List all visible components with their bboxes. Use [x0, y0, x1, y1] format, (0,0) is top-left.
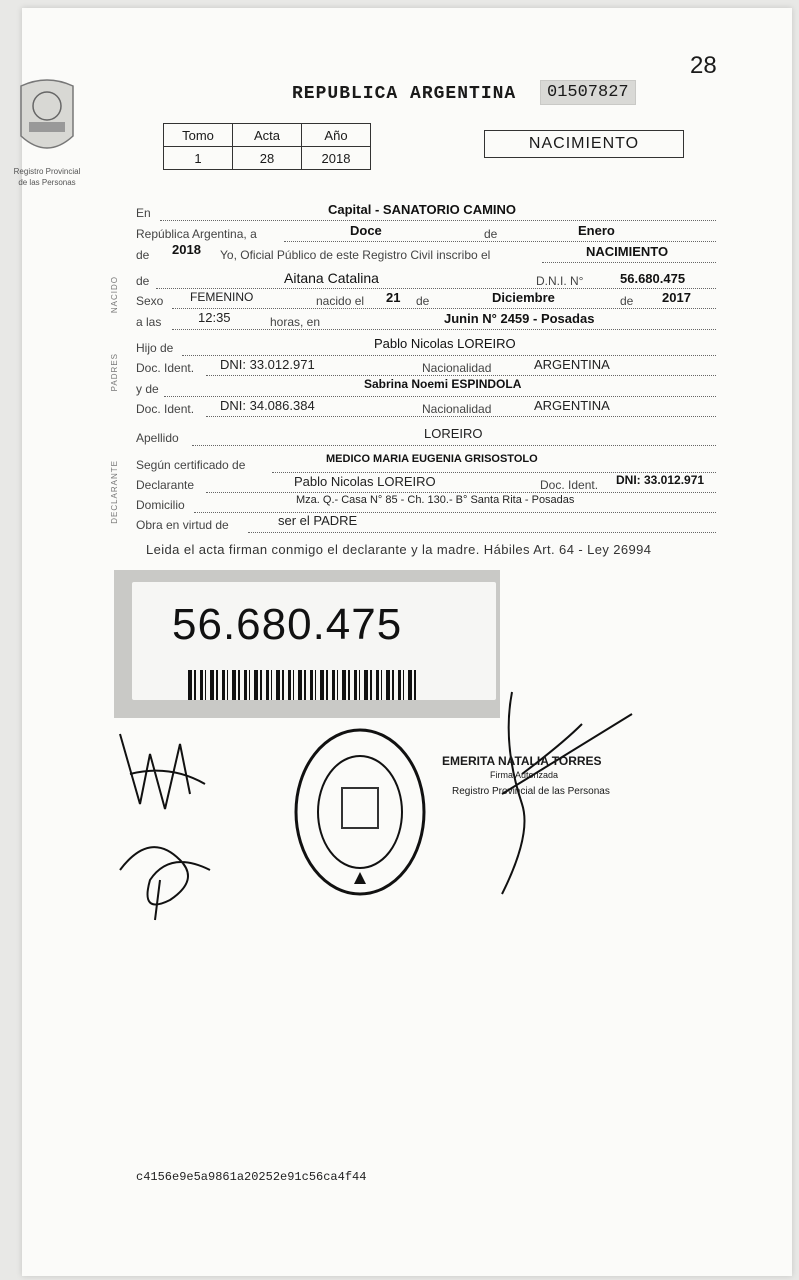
label-horas-en: horas, en — [270, 315, 321, 329]
value-domicilio-nac: Junin N° 2459 - Posadas — [444, 311, 595, 326]
side-label-padres: PADRES — [110, 353, 119, 392]
label-obra: Obra en virtud de — [136, 518, 229, 532]
value-nac-mes: Diciembre — [492, 290, 555, 305]
value-padre: Pablo Nicolas LOREIRO — [374, 336, 516, 351]
value-nac-anio: 2017 — [662, 290, 691, 305]
declarante-signature-icon — [110, 714, 220, 824]
dni-sticker-number: 56.680.475 — [172, 600, 403, 649]
madre-signature-icon — [110, 820, 220, 930]
value-domicilio: Mza. Q.- Casa N° 85 - Ch. 130.- B° Santa Rita - Posadas — [296, 494, 575, 506]
label-domicilio: Domicilio — [136, 498, 185, 512]
label-de-mes: de — [484, 227, 498, 241]
value-dni: 56.680.475 — [620, 271, 686, 286]
value-padre-doc: DNI: 33.012.971 — [220, 357, 315, 372]
label-de-nombre: de — [136, 274, 150, 288]
label-nacionalidad-madre: Nacionalidad — [422, 402, 492, 416]
value-mes: Enero — [578, 223, 615, 238]
acta-value: 28 — [233, 147, 302, 170]
page-number: 28 — [690, 52, 717, 79]
value-lugar: Capital - SANATORIO CAMINO — [328, 202, 517, 217]
value-madre-nac: ARGENTINA — [534, 398, 610, 413]
label-nacionalidad: Nacionalidad — [422, 361, 492, 375]
barcode — [188, 670, 418, 700]
value-anio: 2018 — [172, 242, 201, 257]
side-label-declarante: DECLARANTE — [110, 460, 119, 524]
serial-number: 01507827 — [540, 80, 636, 105]
value-nac-dia: 21 — [386, 290, 401, 305]
registry-emblem-icon — [15, 76, 79, 160]
document-hash: c4156e9e5a9861a20252e91c56ca4f44 — [136, 1170, 367, 1184]
value-madre: Sabrina Noemi ESPINDOLA — [364, 377, 522, 391]
label-de-anio: de — [136, 248, 150, 262]
signer-org: Registro Provincial de las Personas — [452, 786, 610, 797]
label-de1: de — [416, 294, 430, 308]
value-hora: 12:35 — [198, 310, 231, 325]
label-a-las: a las — [136, 315, 162, 329]
label-segun-certificado: Según certificado de — [136, 458, 246, 472]
label-y-de: y de — [136, 382, 159, 396]
label-nacido-el: nacido el — [316, 294, 365, 308]
label-hijo-de: Hijo de — [136, 341, 174, 355]
value-madre-doc: DNI: 34.086.384 — [220, 398, 315, 413]
value-obra: ser el PADRE — [278, 513, 358, 528]
value-padre-nac: ARGENTINA — [534, 357, 610, 372]
registry-logo — [4, 76, 90, 187]
acta-header: Acta — [233, 124, 302, 147]
anio-value: 2018 — [302, 147, 371, 170]
label-dni: D.N.I. N° — [536, 274, 584, 288]
tomo-value: 1 — [164, 147, 233, 170]
anio-header: Año — [302, 124, 371, 147]
label-declarante: Declarante — [136, 478, 195, 492]
value-certificado: MEDICO MARIA EUGENIA GRISOSTOLO — [326, 453, 538, 465]
label-de2: de — [620, 294, 634, 308]
tomo-header: Tomo — [164, 124, 233, 147]
label-en: En — [136, 206, 151, 220]
value-inscribe: NACIMIENTO — [586, 244, 669, 259]
label-doc-ident-madre: Doc. Ident. — [136, 402, 195, 416]
registry-stamp-icon — [292, 726, 428, 898]
value-apellido: LOREIRO — [424, 426, 483, 441]
signer-name: EMERITA NATALIA TORRES — [442, 754, 602, 768]
country-title: REPUBLICA ARGENTINA — [292, 84, 517, 104]
value-dia-letras: Doce — [350, 223, 382, 238]
value-sexo: FEMENINO — [190, 290, 254, 304]
label-oficial: Yo, Oficial Público de este Registro Civil inscribo el — [220, 248, 491, 262]
signer-role: Firma Autorizada — [490, 770, 559, 780]
value-declarante: Pablo Nicolas LOREIRO — [294, 474, 436, 489]
label-doc-ident-declarante: Doc. Ident. — [540, 478, 599, 492]
acta-table — [163, 123, 371, 170]
label-sexo: Sexo — [136, 294, 164, 308]
label-doc-ident: Doc. Ident. — [136, 361, 195, 375]
document-page — [13, 8, 792, 1276]
registry-caption-1: Registro Provincial — [13, 167, 81, 176]
value-nombre: Aitana Catalina — [284, 270, 379, 286]
document-type-box: NACIMIENTO — [484, 130, 684, 158]
value-declarante-doc: DNI: 33.012.971 — [616, 473, 705, 487]
closing-statement: Leida el acta firman conmigo el declarante y la madre. Hábiles Art. 64 - Ley 26994 — [146, 542, 652, 557]
label-apellido: Apellido — [136, 431, 179, 445]
registry-caption-2: de las Personas — [18, 178, 76, 187]
label-republica: República Argentina, a — [136, 227, 257, 241]
side-label-nacido: NACIDO — [110, 276, 119, 314]
